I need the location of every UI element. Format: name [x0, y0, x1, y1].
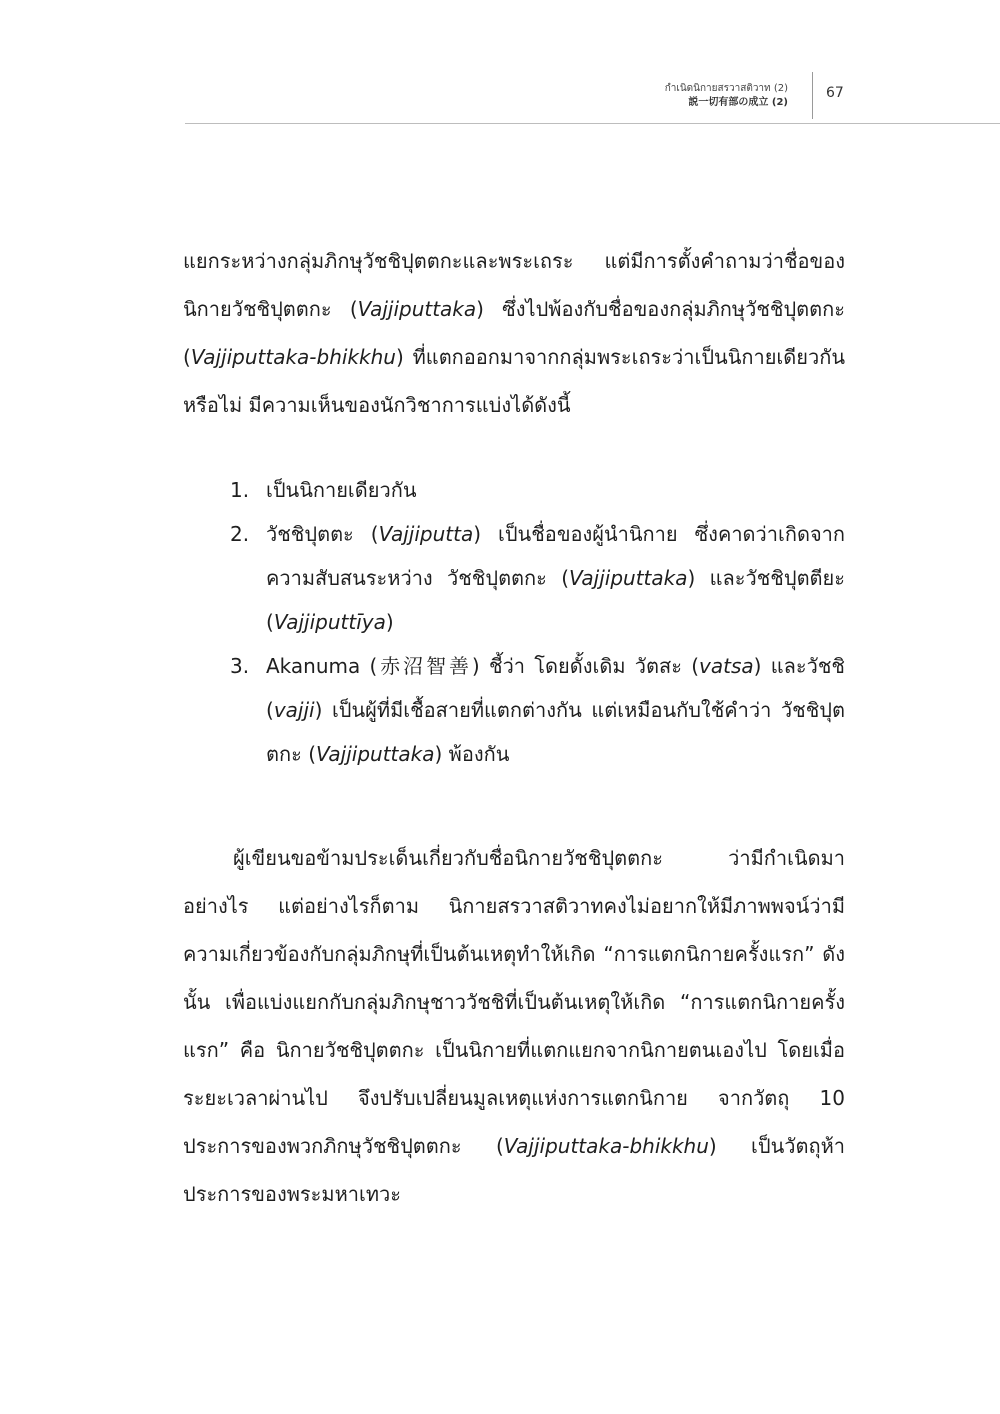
list-number: 3. — [230, 654, 250, 678]
running-head-japanese: 説一切有部の成立 (2) — [688, 97, 788, 108]
italic-term: Vajjiputtīya — [273, 610, 386, 634]
italic-term: Vajjiputta — [378, 522, 474, 546]
text-run: ) ซึ่งไปพ้องกับชื่อของกลุ่มภิกษุวัชชิปุตตกะ ( — [183, 297, 846, 369]
italic-term: Vajjiputtaka — [569, 566, 688, 590]
italic-term: Vajjiputtaka-bhikkhu — [503, 1134, 709, 1158]
running-head — [665, 82, 788, 110]
numbered-list — [230, 468, 845, 776]
italic-term: Vajjiputtaka — [316, 742, 435, 766]
list-number: 2. — [230, 522, 250, 546]
list-item — [230, 468, 845, 512]
text-run: ผู้เขียนขอข้ามประเด็นเกี่ยวกับชื่อนิกายวัชชิปุตตกะ ว่ามีกำเนิดมาอย่างไร แต่อย่างไรก็ตาม นิกายสรวาสติวาทคงไม่อยากให้มีภาพพจน์ว่ามีความเกี่ยวข้องกับกลุ่มภิกษุที่เป็นต้นเหตุทำให้เกิด “การแตกนิกายครั้งแรก” ดังนั้น เพื่อแบ่งแยกกับกลุ่มภิกษุชาววัชชิที่เป็นต้นเหตุให้เกิด “การแตกนิกายครั้งแรก” คือ นิกายวัชชิปุตตกะ เป็นนิกายที่แตกแยกจากนิกายตนเองไป โดยเมื่อระยะเวลาผ่านไป จึงปรับเปลี่ยนมูลเหตุแห่งการแตกนิกาย จากวัตถุ 10 ประการของพวกภิกษุวัชชิปุตตกะ ( — [183, 846, 845, 1158]
text-run: ) เป็นวัตถุห้าประการของพระมหาเทวะ — [183, 1134, 845, 1206]
text-run: ) ที่แตกออกมาจากกลุ่มพระเถระว่าเป็นนิกายเดียวกันหรือไม่ มีความเห็นของนักวิชาการแบ่งได้ดังนี้ — [183, 345, 845, 417]
italic-term: Vajjiputtaka-bhikkhu — [190, 345, 396, 369]
paragraph-2 — [183, 834, 845, 1218]
text-run: ) พ้องกัน — [434, 742, 510, 766]
italic-term: vajji — [273, 698, 315, 722]
text-run: แยกระหว่างกลุ่มภิกษุวัชชิปุตตกะและพระเถระ แต่มีการตั้งคำถามว่าชื่อของนิกายวัชชิปุตตกะ ( — [183, 249, 845, 321]
text-run: วัชชิปุตตะ ( — [266, 522, 379, 546]
list-item — [230, 512, 845, 644]
italic-term: vatsa — [699, 654, 754, 678]
text-run: ) เป็นชื่อของผู้นำนิกาย ซึ่งคาดว่าเกิดจากความสับสนระหว่าง วัชชิปุตตกะ ( — [266, 522, 846, 590]
header-rule — [185, 123, 1000, 124]
text-run: ) และวัชชิปุตตียะ ( — [266, 566, 846, 634]
list-number: 1. — [230, 478, 250, 502]
text-run: Akanuma (赤沼智善) ชี้ว่า โดยดั้งเดิม วัตสะ ( — [266, 654, 700, 678]
running-head-thai: กำเนิดนิกายสรวาสติวาท (2) — [664, 83, 788, 94]
italic-term: Vajjiputtaka — [357, 297, 477, 321]
text-run: ) และวัชชิ ( — [266, 654, 845, 722]
list-item — [230, 644, 845, 776]
page-number: 67 — [826, 85, 844, 101]
text-run: ) — [385, 610, 394, 634]
paragraph-1 — [183, 237, 845, 429]
text-run: เป็นนิกายเดียวกัน — [266, 478, 417, 502]
header-divider — [812, 72, 813, 119]
text-run: ) เป็นผู้ที่มีเชื้อสายที่แตกต่างกัน แต่เหมือนกับใช้คำว่า วัชชิปุตตกะ ( — [266, 698, 845, 766]
